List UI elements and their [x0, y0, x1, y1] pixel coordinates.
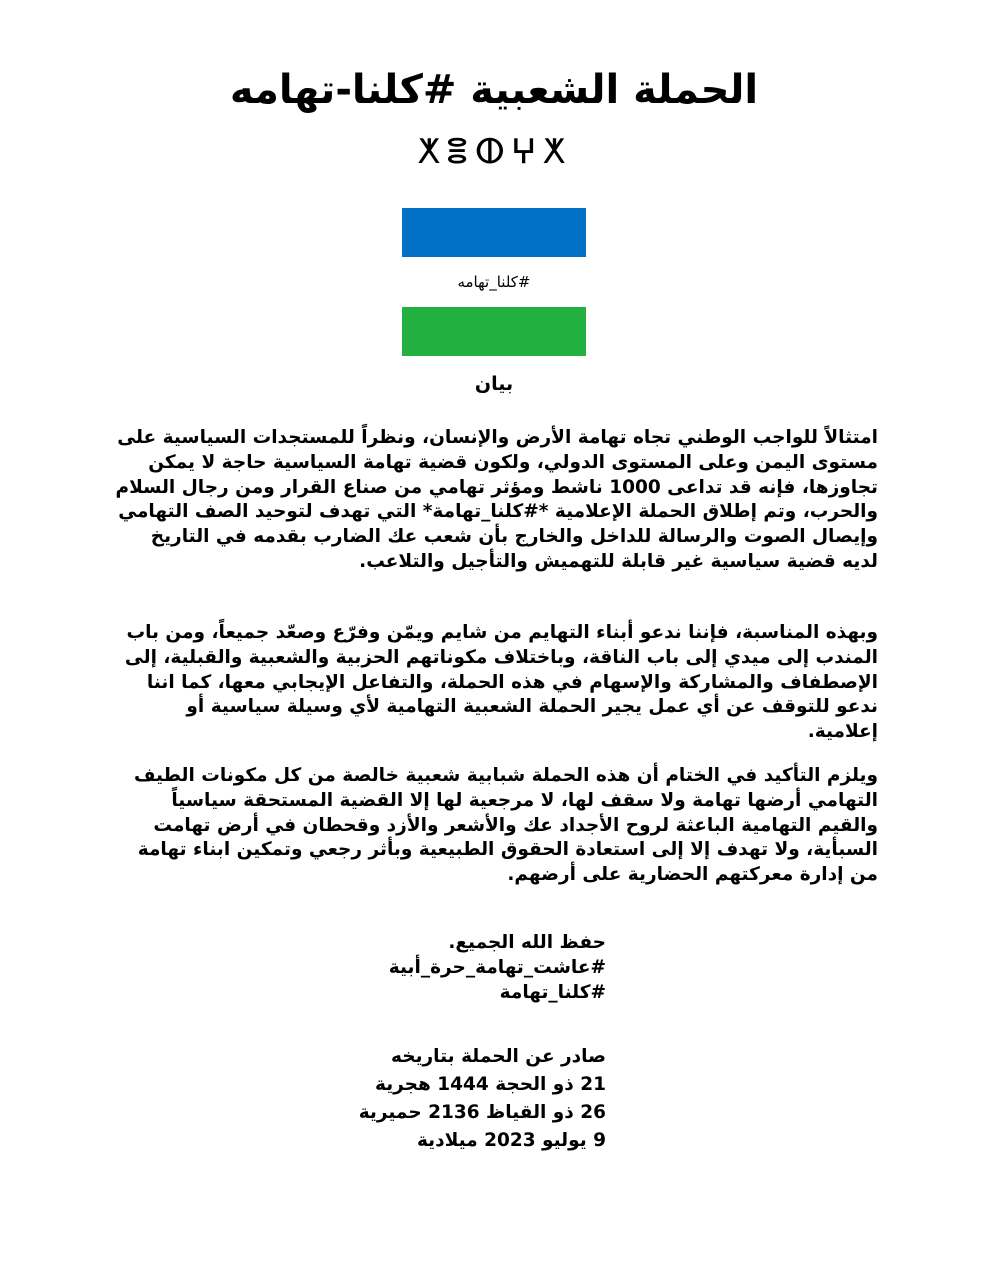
issued-block: [330, 1043, 606, 1155]
closing-line-blessing: حفظ الله الجميع.: [448, 932, 606, 953]
statement-paragraph-3: ويلزم التأكيد في الختام أن هذه الحملة شبابية شعبية خالصة من كل مكونات الطيف التهامي أرضها تهامة ولا سقف لها، لا مرجعية لها إلا القضية المستحقة سياسياً والقيم التهامية الباعثة لروح الأجداد عك والأشعر والأزد وقحطان في أرض تهامت السبأية، ولا تهدف إلا إلى استعادة الحقوق الطبيعية وبأثر رجعي وتمكين ابناء تهامة من إدارة معركتهم الحضارية على أرضهم.: [133, 765, 878, 886]
issued-date-himyarite: 26 ذو القياظ 2136 حميرية: [358, 1102, 606, 1123]
statement-paragraph-2: وبهذه المناسبة، فإننا ندعو أبناء التهايم من شايم ويمّن وفرّع وصعّد جميعاً، ومن باب المندب إلى ميدي إلى باب الناقة، وباختلاف مكوناتهم الحزبية والشعبية والقبلية، إلى الإصطفاف والمشاركة والإسهام في هذه الحملة، والتفاعل الإيجابي معها، كما اننا ندعو للتوقف عن أي عمل يجير الحملة الشعبية التهامية لأي وسيلة سياسية أو إعلامية.: [124, 622, 878, 743]
issued-date-gregorian: 9 يوليو 2023 ميلادية: [416, 1130, 606, 1151]
statement-heading: بيان: [474, 373, 514, 395]
tifinagh-inscription: ⵅⴻⵀⵖⵅ: [417, 132, 571, 172]
issued-intro: صادر عن الحملة بتاريخه: [391, 1046, 606, 1067]
closing-line-hashtag-free: #عاشت_تهامة_حرة_أبية: [388, 957, 606, 978]
flag-blue-stripe: [402, 208, 586, 257]
page-title: الحملة الشعبية #كلنا-تهامه: [229, 67, 759, 113]
issued-date-hijri: 21 ذو الحجة 1444 هجرية: [374, 1074, 606, 1095]
flag-green-stripe: [402, 307, 586, 356]
closing-line-hashtag-all: #كلنا_تهامة: [499, 982, 606, 1003]
flag-hashtag-caption: #كلنا_تهامه: [457, 273, 531, 291]
closing-block: [330, 930, 606, 1005]
statement-paragraph-1: امتثالاً للواجب الوطني تجاه تهامة الأرض والإنسان، ونظراً للمستجدات السياسية على مستوى اليمن وعلى المستوى الدولي، ولكون قضية تهامة السياسية حاجة لا يمكن تجاوزها، فإنه قد تداعى 1000 ناشط ومؤثر تهامي من صناع القرار ومن رجال السلام والحرب، وتم إطلاق الحملة الإعلامية *#كلنا_تهامة* التي تهدف لتوحيد الصف التهامي وإيصال الصوت والرسالة للداخل والخارج بأن شعب عك الضارب بقدمه في التاريخ لديه قضية سياسية غير قابلة للتهميش والتأجيل والتلاعب.: [115, 427, 878, 572]
